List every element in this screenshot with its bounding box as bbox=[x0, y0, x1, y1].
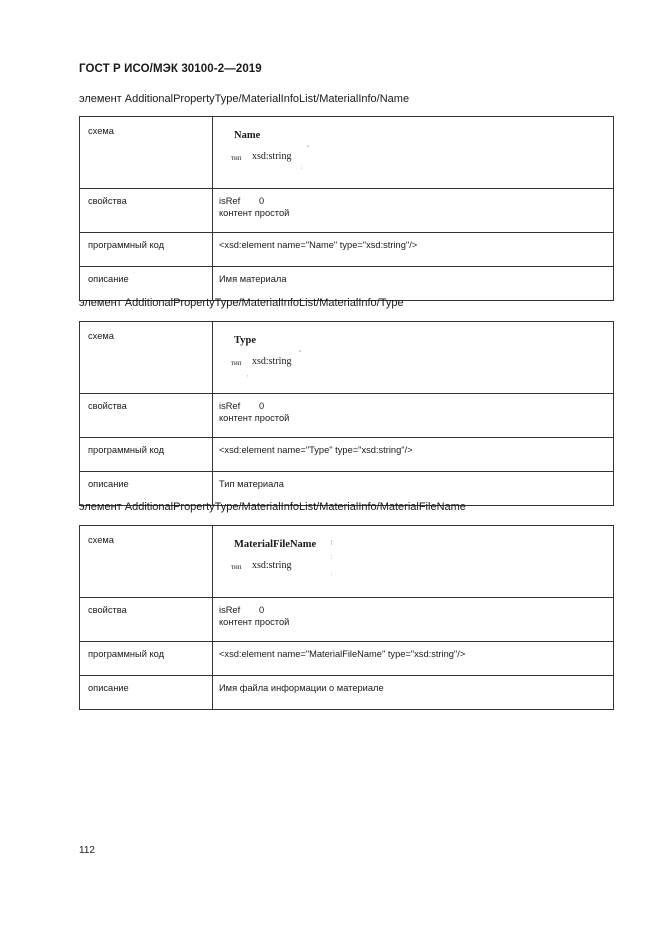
schema-corner-mark: , bbox=[247, 372, 249, 378]
schema-diagram bbox=[213, 526, 614, 598]
schema-element-name: MaterialFileName bbox=[234, 539, 317, 550]
schema-corner-mark: ° bbox=[307, 145, 309, 151]
page-number: 112 bbox=[79, 845, 95, 856]
description-value: Имя файла информации о материале bbox=[213, 676, 614, 710]
description-value: Тип материала bbox=[213, 472, 614, 506]
code-label: программный код bbox=[80, 642, 213, 676]
schema-element-name: Name bbox=[234, 130, 261, 141]
isref-value: 0 bbox=[259, 605, 265, 615]
schema-type-label: тип bbox=[231, 563, 242, 571]
schema-type-value: xsd:string bbox=[252, 151, 292, 162]
content-type: контент простой bbox=[219, 413, 290, 423]
schema-type-label: тип bbox=[231, 154, 242, 162]
properties-value bbox=[213, 189, 614, 233]
schema-corner-mark: ° bbox=[299, 350, 301, 356]
schema-label: схема bbox=[80, 117, 213, 189]
code-label: программный код bbox=[80, 233, 213, 267]
schema-diagram bbox=[213, 117, 614, 189]
code-value: <xsd:element name="MaterialFileName" type="xsd:string"/> bbox=[213, 642, 614, 676]
schema-label: схема bbox=[80, 322, 213, 394]
content-type: контент простой bbox=[219, 208, 290, 218]
properties-value bbox=[213, 394, 614, 438]
properties-label: свойства bbox=[80, 394, 213, 438]
schema-type-value: xsd:string bbox=[252, 356, 292, 367]
section-title: элемент AdditionalPropertyType/MaterialInfoList/MaterialInfo/Name bbox=[79, 93, 410, 105]
schema-diagram bbox=[213, 322, 614, 394]
section-title: элемент AdditionalPropertyType/MaterialInfoList/MaterialInfo/Type bbox=[79, 297, 404, 309]
isref-key: isRef bbox=[219, 605, 241, 615]
code-label: программный код bbox=[80, 438, 213, 472]
description-label: описание bbox=[80, 472, 213, 506]
properties-value bbox=[213, 598, 614, 642]
description-value: Имя материала bbox=[213, 267, 614, 301]
properties-label: свойства bbox=[80, 189, 213, 233]
schema-type-value: xsd:string bbox=[252, 560, 292, 571]
schema-corner-mark: : bbox=[301, 165, 303, 171]
schema-element-name: Type bbox=[234, 335, 256, 346]
element-table bbox=[79, 525, 614, 710]
element-table bbox=[79, 321, 614, 506]
code-value: <xsd:element name="Name" type="xsd:string"/> bbox=[213, 233, 614, 267]
code-value: <xsd:element name="Type" type="xsd:string"/> bbox=[213, 438, 614, 472]
schema-label: схема bbox=[80, 526, 213, 598]
schema-type-label: тип bbox=[231, 359, 242, 367]
description-label: описание bbox=[80, 267, 213, 301]
isref-value: 0 bbox=[259, 196, 265, 206]
section-title: элемент AdditionalPropertyType/MaterialInfoList/MaterialInfo/MaterialFileName bbox=[79, 501, 466, 513]
element-table bbox=[79, 116, 614, 301]
schema-corner-mark: : bbox=[331, 572, 333, 578]
schema-corner-mark: ; bbox=[331, 554, 333, 560]
isref-key: isRef bbox=[219, 401, 241, 411]
isref-key: isRef bbox=[219, 196, 241, 206]
isref-value: 0 bbox=[259, 401, 265, 411]
schema-corner-mark: ¦ bbox=[331, 540, 333, 546]
properties-label: свойства bbox=[80, 598, 213, 642]
description-label: описание bbox=[80, 676, 213, 710]
document-header: ГОСТ Р ИСО/МЭК 30100-2—2019 bbox=[79, 63, 262, 75]
content-type: контент простой bbox=[219, 617, 290, 627]
